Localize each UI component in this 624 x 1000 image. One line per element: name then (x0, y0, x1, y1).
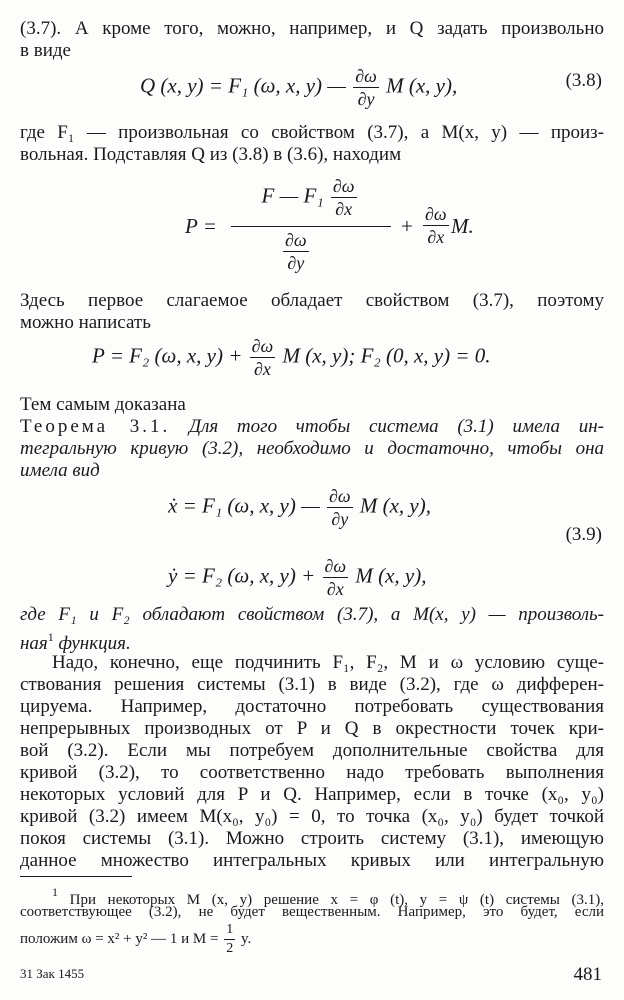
paragraph-line: цируема. Например, достаточно потребовать существования (20, 696, 604, 717)
footnote-marker: 1 (52, 885, 58, 899)
fraction-denominator: ∂y (357, 89, 375, 109)
text-span: функция. (58, 633, 131, 654)
theorem-line: имела вид (20, 460, 100, 481)
equation-system-x (168, 486, 431, 529)
page-number: 481 (573, 964, 602, 985)
fraction-denominator: ∂y (287, 253, 305, 273)
equation-p-f2 (92, 336, 491, 379)
eq-lhs: P = F₂ (ω, x, y) + (92, 343, 243, 368)
text-line: Здесь первое слагаемое обладает свойством (3.7), поэтому (20, 290, 604, 311)
text-line: Тем самым доказана (20, 394, 186, 415)
fraction-numerator: ∂ω (285, 230, 307, 250)
paragraph-line: кривой (3.2), то соответственно надо требовать выполнения (20, 762, 604, 783)
paragraph-line: Надо, конечно, еще подчинить F₁, F₂, M и ω условию суще- (52, 652, 604, 673)
paragraph-line: ствования решения системы (3.1) в виде (3.2), где ω дифферен- (20, 674, 604, 695)
text-line (20, 626, 604, 655)
paragraph-line: вой (3.2). Если мы потребуем дополнительные свойства для (20, 740, 604, 761)
plus-sign: + (401, 214, 413, 238)
paragraph-line: покоя системы (3.1). Можно строить систему (3.1), имеющую (20, 828, 604, 849)
footnote-line (20, 922, 604, 957)
footnote-text: При некоторых M (x, y) решение x = φ (t), y = ψ (t) системы (3.1), (69, 892, 604, 908)
text-span: ная (20, 633, 48, 654)
paragraph-line: кривой (3.2) имеем M(x₀, y₀) = 0, то точка (x₀, y₀) будет точкой (20, 806, 604, 827)
paragraph-line: данное множество интегральных кривых или интегральную (20, 850, 604, 871)
p-end: M. (451, 214, 474, 238)
fraction-numerator: ∂ω (355, 66, 377, 86)
eq-fraction (327, 486, 353, 529)
fraction-denominator: ∂x (326, 579, 344, 599)
fraction-denominator: ∂x (253, 359, 271, 379)
p-main-numerator (235, 176, 385, 219)
equation-number: (3.9) (565, 524, 602, 545)
eq-rhs: M (x, y); F₂ (0, x, y) = 0. (282, 343, 491, 368)
eq-lhs: ẋ = F₁ (ω, x, y) — (168, 493, 320, 518)
eq-rhs: M (x, y), (359, 493, 431, 518)
p-second-fraction (423, 204, 449, 247)
text-line: (3.7). А кроме того, можно, например, и Q задать произвольно (20, 18, 604, 39)
footnote-divider (20, 876, 132, 877)
p-numerator-text: F — F₁ (261, 183, 324, 208)
p-denominator-fraction (283, 230, 309, 273)
theorem-line: тегральную кривую (3.2), необходимо и достаточно, чтобы она (20, 438, 604, 459)
theorem-line (20, 416, 604, 438)
fraction-numerator: ∂ω (332, 176, 355, 196)
fraction-denominator: ∂x (427, 227, 445, 247)
footnote-text: положим ω = x² + y² — 1 и M = (20, 930, 219, 947)
theorem-heading: Теорема 3.1. (20, 416, 171, 437)
theorem-text: Для того чтобы система (3.1) имела ин- (189, 416, 605, 437)
text-line: можно написать (20, 312, 151, 333)
paragraph-line: непрерывных производных от P и Q в окрестности точек кри- (20, 718, 604, 739)
fraction-denominator: 2 (226, 941, 234, 956)
p-inner-fraction (331, 176, 357, 219)
fraction-denominator: ∂y (331, 509, 349, 529)
equation-number: (3.8) (565, 70, 602, 91)
fraction-denominator: ∂x (335, 199, 353, 219)
paragraph-line: некоторых условий для P и Q. Например, если в точке (x₀, y₀) (20, 784, 604, 805)
footnote-line: соответствующее (3.2), не будет вещественным. Например, это будет, если (20, 904, 604, 920)
fraction-numerator: ∂ω (324, 556, 347, 576)
eq-3-8-lhs: Q (x, y) = F₁ (ω, x, y) — (140, 73, 346, 98)
equation-3-8 (140, 66, 457, 109)
fraction-numerator: ∂ω (251, 336, 274, 356)
footnote-fraction (224, 922, 235, 957)
fraction-bar (231, 226, 391, 227)
footnote-marker: 1 (47, 630, 54, 644)
text-line: вольная. Подставляя Q из (3.8) в (3.6), находим (20, 144, 402, 165)
fraction-numerator: 1 (224, 922, 235, 940)
eq-fraction (250, 336, 276, 379)
text-line: где F₁ и F₂ обладают свойством (3.7), а M(x, y) — произволь- (20, 604, 604, 625)
footnote-text: y. (240, 930, 252, 947)
text-line: в виде (20, 40, 71, 61)
eq-3-8-fraction (353, 66, 379, 109)
equation-system-y (168, 556, 426, 599)
fraction-numerator: ∂ω (425, 204, 447, 224)
p-lhs: P = (185, 214, 217, 238)
eq-fraction (323, 556, 349, 599)
text-line: где F₁ — произвольная со свойством (3.7), а M(x, y) — произ- (20, 122, 604, 143)
eq-3-8-rhs: M (x, y), (386, 73, 458, 98)
printer-mark: 31 Зак 1455 (20, 966, 85, 981)
fraction-numerator: ∂ω (329, 486, 351, 506)
eq-rhs: M (x, y), (355, 563, 427, 588)
eq-lhs: ẏ = F₂ (ω, x, y) + (168, 563, 316, 588)
